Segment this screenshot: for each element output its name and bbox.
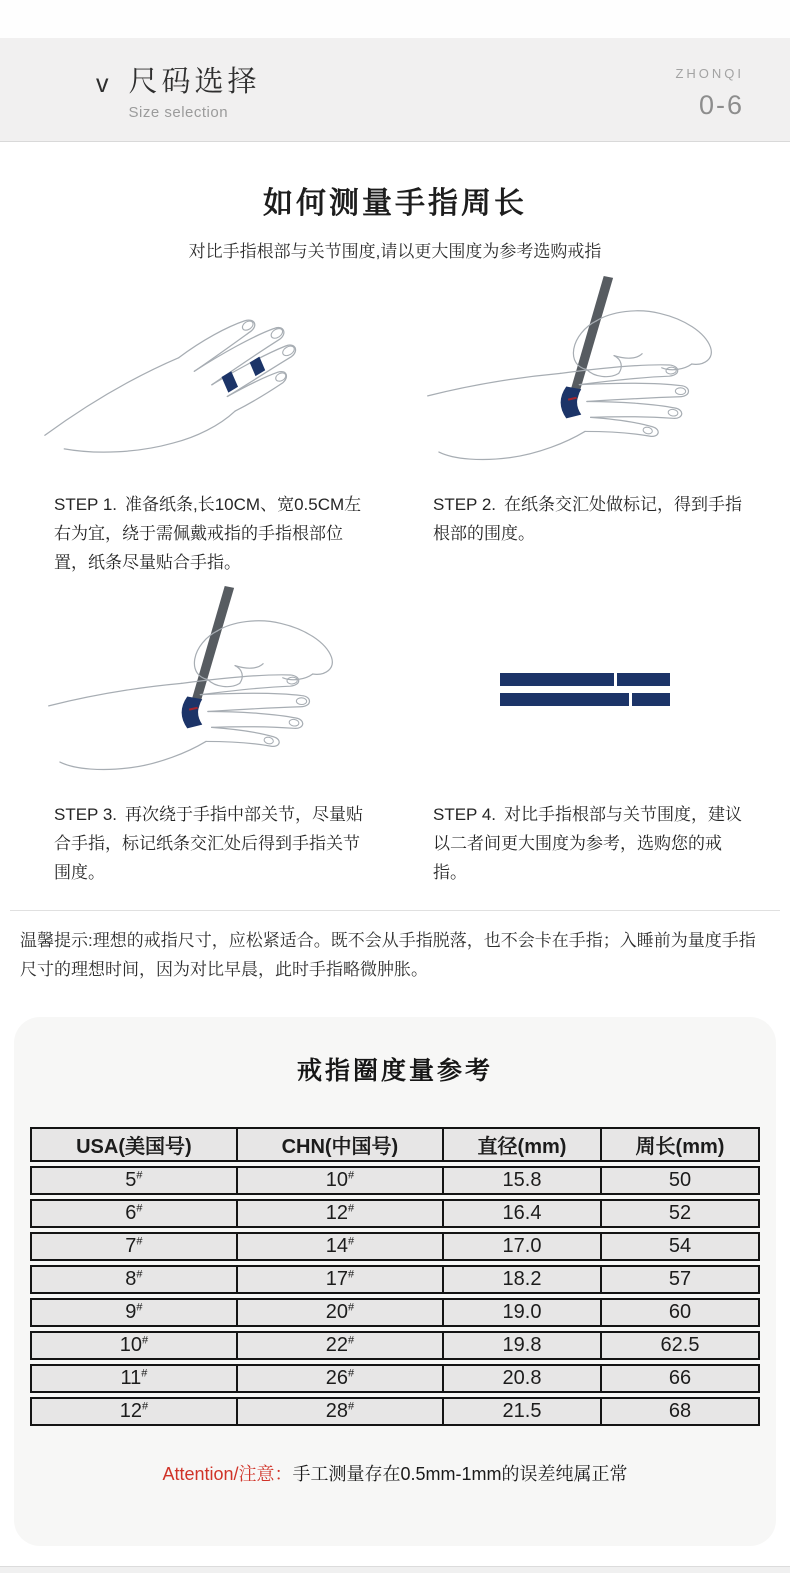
size-reference-card	[14, 1017, 776, 1546]
table-cell: 50	[602, 1166, 760, 1195]
table-cell: 10#	[30, 1331, 238, 1360]
bottom-divider	[0, 1566, 790, 1573]
step-1-text: STEP 1. 准备纸条,长10CM、宽0.5CM左右为宜，绕于需佩戴戒指的手指根部位置，纸条尽量贴合手指。	[54, 495, 362, 573]
strips-compare-illustration	[407, 586, 762, 792]
strip-knuckle	[500, 693, 670, 706]
section-header[interactable]	[0, 38, 790, 142]
step-3-text: STEP 3. 再次绕于手指中部关节，尽量贴合手指，标记纸条交汇处后得到手指关节围度。	[54, 805, 363, 883]
table-cell: 6#	[30, 1199, 238, 1228]
attention-label: Attention/注意：	[162, 1464, 293, 1485]
guide-title: 如何测量手指周长	[263, 187, 527, 221]
table-row	[30, 1166, 760, 1195]
table-cell: 57	[602, 1265, 760, 1294]
table-cell: 52	[602, 1199, 760, 1228]
step-2-text: STEP 2. 在纸条交汇处做标记，得到手指根部的围度。	[433, 495, 742, 544]
section-header-right	[675, 66, 744, 121]
range-label: 0-6	[698, 90, 744, 120]
table-cell: 8#	[30, 1265, 238, 1294]
attention-note	[14, 1460, 776, 1486]
section-title: 尺码选择	[128, 66, 261, 98]
table-cell: 7#	[30, 1232, 238, 1261]
table-cell: 12#	[238, 1199, 444, 1228]
warm-tip: 温馨提示:理想的戒指尺寸，应松紧适合。既不会从手指脱落，也不会卡在手指；入睡前为量度手指尺寸的理想时间，因为对比早晨，此时手指略微肿胀。	[20, 931, 756, 980]
table-header-row	[30, 1127, 760, 1162]
table-cell: 22#	[238, 1331, 444, 1360]
table-cell: 20.8	[444, 1364, 602, 1393]
step-4-text: STEP 4. 对比手指根部与关节围度，建议以二者间更大围度为参考，选购您的戒指。	[433, 805, 742, 883]
section-subtitle: Size selection	[128, 104, 229, 122]
size-table-title: 戒指圈度量参考	[296, 1057, 493, 1086]
table-cell: 9#	[30, 1298, 238, 1327]
table-cell: 10#	[238, 1166, 444, 1195]
hand-marking-knuckle-illustration	[28, 586, 383, 792]
table-header-cell: USA(美国号)	[30, 1127, 238, 1162]
table-row	[30, 1265, 760, 1294]
table-cell: 14#	[238, 1232, 444, 1261]
table-cell: 60	[602, 1298, 760, 1327]
table-row	[30, 1232, 760, 1261]
table-cell: 68	[602, 1397, 760, 1426]
table-cell: 5#	[30, 1166, 238, 1195]
table-header-cell: 直径(mm)	[444, 1127, 602, 1162]
table-cell: 28#	[238, 1397, 444, 1426]
table-cell: 15.8	[444, 1166, 602, 1195]
table-cell: 17.0	[444, 1232, 602, 1261]
table-cell: 21.5	[444, 1397, 602, 1426]
hand-marking-strip-illustration	[407, 276, 762, 482]
table-cell: 20#	[238, 1298, 444, 1327]
strip-band	[249, 357, 265, 376]
size-table-body	[30, 1166, 760, 1426]
table-row	[30, 1364, 760, 1393]
table-header-cell: 周长(mm)	[602, 1127, 760, 1162]
guide-subtitle: 对比手指根部与关节围度,请以更大围度为参考选购戒指	[188, 242, 602, 262]
table-row	[30, 1331, 760, 1360]
top-spacer	[0, 0, 790, 38]
measuring-guide	[0, 142, 790, 984]
hand-with-two-strips-illustration	[28, 276, 383, 482]
table-cell: 66	[602, 1364, 760, 1393]
table-cell: 26#	[238, 1364, 444, 1393]
attention-text: 手工测量存在0.5mm-1mm的误差纯属正常	[292, 1464, 628, 1485]
table-header-cell: CHN(中国号)	[238, 1127, 444, 1162]
table-row	[30, 1397, 760, 1426]
section-header-left	[96, 66, 261, 121]
table-row	[30, 1298, 760, 1327]
table-row	[30, 1199, 760, 1228]
table-cell: 18.2	[444, 1265, 602, 1294]
table-cell: 17#	[238, 1265, 444, 1294]
table-cell: 54	[602, 1232, 760, 1261]
table-cell: 19.8	[444, 1331, 602, 1360]
brand-label: ZHONQI	[675, 66, 744, 81]
table-cell: 11#	[30, 1364, 238, 1393]
steps-grid	[0, 276, 790, 896]
ring-size-table	[30, 1123, 760, 1430]
table-cell: 12#	[30, 1397, 238, 1426]
strip-root	[500, 673, 670, 686]
table-cell: 16.4	[444, 1199, 602, 1228]
table-cell: 62.5	[602, 1331, 760, 1360]
collapse-marker-icon[interactable]: v	[96, 70, 109, 98]
strip-band	[221, 372, 238, 393]
table-cell: 19.0	[444, 1298, 602, 1327]
